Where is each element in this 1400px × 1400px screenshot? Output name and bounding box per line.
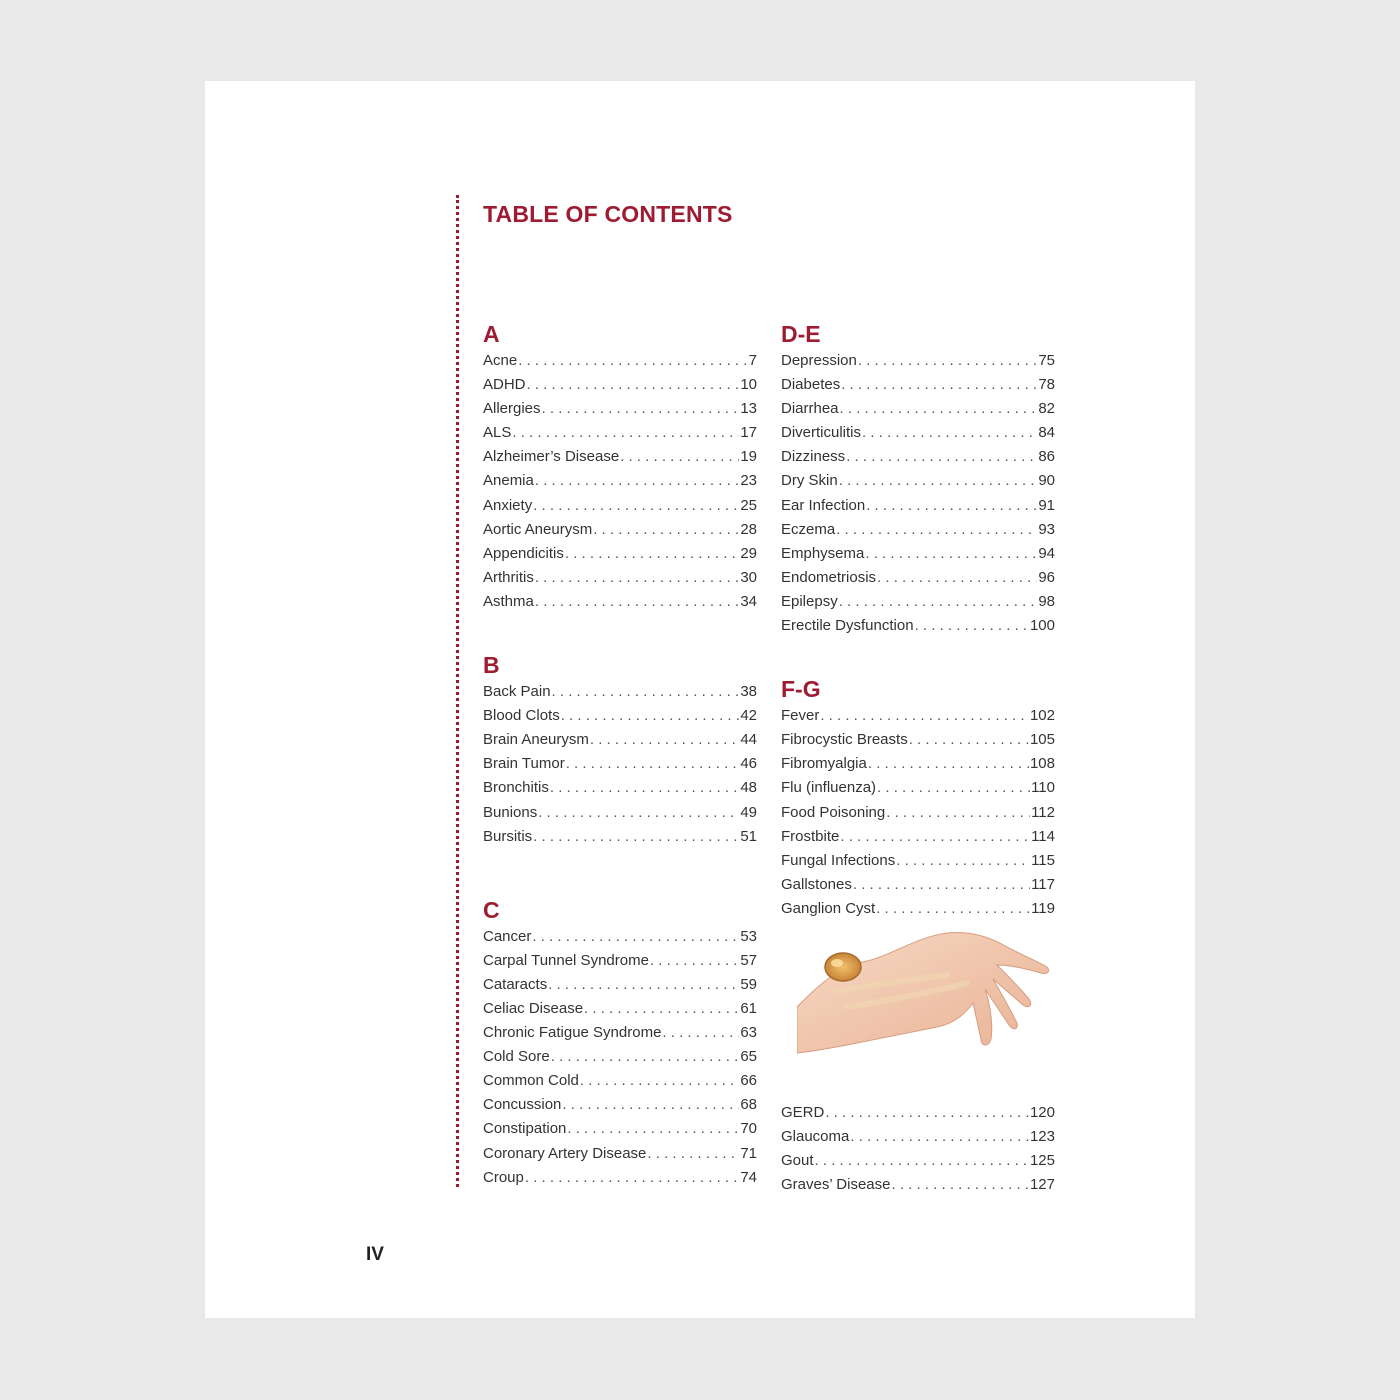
toc-entry — [483, 373, 757, 397]
toc-entry — [781, 1101, 1055, 1125]
dot-leader — [876, 897, 1030, 921]
toc-entry-page-number: 66 — [740, 1072, 757, 1090]
toc-entry-label: Constipation — [483, 1120, 567, 1138]
toc-entry — [483, 728, 757, 752]
toc-entry-label: Anxiety — [483, 496, 533, 514]
toc-entry-page-number: 98 — [1038, 592, 1055, 610]
toc-entry-label: Cancer — [483, 927, 532, 945]
toc-entry-page-number: 117 — [1031, 875, 1055, 893]
section-heading: A — [483, 321, 500, 347]
toc-entry — [483, 1093, 757, 1117]
toc-entry-page-number: 96 — [1038, 568, 1055, 586]
toc-entry-page-number: 125 — [1029, 1152, 1055, 1170]
toc-entry-page-number: 51 — [740, 827, 757, 845]
toc-entry — [781, 728, 1055, 752]
dot-leader — [535, 590, 739, 614]
dot-leader — [565, 542, 739, 566]
dot-leader — [525, 1166, 739, 1190]
toc-entry — [781, 825, 1055, 849]
toc-entry-label: Brain Aneurysm — [483, 731, 589, 749]
toc-entry-page-number: 68 — [740, 1096, 757, 1114]
dot-leader — [566, 752, 740, 776]
toc-entry — [483, 1069, 757, 1093]
dot-leader — [858, 349, 1037, 373]
toc-entry-label: Bunions — [483, 803, 538, 821]
toc-entry-page-number: 13 — [740, 400, 757, 418]
toc-entry-label: Diabetes — [781, 376, 841, 394]
dotted-margin-rule — [456, 195, 459, 1187]
toc-entry — [483, 776, 757, 800]
section-c — [483, 895, 757, 1190]
toc-entry-page-number: 30 — [740, 568, 757, 586]
toc-entry-page-number: 100 — [1029, 617, 1055, 635]
toc-entry — [483, 542, 757, 566]
book-page — [205, 81, 1195, 1318]
toc-entry-page-number: 115 — [1031, 851, 1055, 869]
dot-leader — [590, 728, 739, 752]
dot-leader — [850, 1125, 1029, 1149]
toc-entry-page-number: 114 — [1031, 827, 1055, 845]
toc-entry — [781, 445, 1055, 469]
toc-entry-label: Bursitis — [483, 827, 533, 845]
dot-leader — [548, 973, 739, 997]
toc-entry-page-number: 75 — [1038, 352, 1055, 369]
toc-entry-page-number: 84 — [1038, 424, 1055, 442]
toc-entry-label: Cataracts — [483, 975, 548, 993]
dot-leader — [815, 1149, 1029, 1173]
toc-entry — [483, 1045, 757, 1069]
toc-entry-page-number: 108 — [1029, 755, 1055, 773]
dot-leader — [825, 1101, 1029, 1125]
right-column — [781, 319, 1055, 1197]
toc-entry-page-number: 71 — [740, 1144, 757, 1162]
toc-entry-label: Cold Sore — [483, 1048, 550, 1066]
toc-entry-page-number: 48 — [740, 779, 757, 797]
toc-entry — [781, 397, 1055, 421]
toc-entry — [781, 704, 1055, 728]
toc-entry — [781, 801, 1055, 825]
toc-entry-label: Alzheimer’s Disease — [483, 448, 620, 466]
toc-entry-label: Brain Tumor — [483, 755, 565, 773]
toc-entry-label: Coronary Artery Disease — [483, 1144, 647, 1162]
toc-entry-label: Frostbite — [781, 827, 840, 845]
toc-entry-label: Diarrhea — [781, 400, 839, 418]
dot-leader — [533, 494, 739, 518]
dot-leader — [886, 801, 1030, 825]
dot-leader — [840, 825, 1030, 849]
hand-ganglion-illustration — [781, 921, 1055, 1101]
toc-entry-label: Graves’ Disease — [781, 1176, 891, 1194]
left-column — [483, 319, 757, 1190]
toc-entry — [483, 397, 757, 421]
toc-entry-label: Emphysema — [781, 544, 865, 562]
toc-entry-label: Glaucoma — [781, 1128, 850, 1146]
dot-leader — [891, 1173, 1028, 1197]
dot-leader — [561, 704, 740, 728]
toc-entry — [483, 421, 757, 445]
toc-entry-page-number: 91 — [1038, 496, 1055, 514]
toc-entry — [781, 897, 1055, 921]
toc-entry — [781, 518, 1055, 542]
toc-entry — [781, 373, 1055, 397]
toc-entry-page-number: 78 — [1038, 376, 1055, 394]
dot-leader — [841, 373, 1037, 397]
toc-entry-label: Bronchitis — [483, 779, 549, 797]
toc-entry-page-number: 119 — [1031, 899, 1055, 917]
dot-leader — [909, 728, 1029, 752]
toc-entry-label: Carpal Tunnel Syndrome — [483, 951, 649, 969]
section-f-g — [781, 674, 1055, 1197]
toc-entry-page-number: 86 — [1038, 448, 1055, 466]
dot-leader — [535, 566, 739, 590]
dot-leader — [593, 518, 739, 542]
toc-entry-page-number: 70 — [740, 1120, 757, 1138]
toc-entry-page-number: 93 — [1038, 520, 1055, 538]
toc-entry — [483, 1142, 757, 1166]
dot-leader — [662, 1021, 739, 1045]
toc-entry — [483, 680, 757, 704]
dot-leader — [853, 873, 1030, 897]
toc-entry-page-number: 53 — [740, 927, 757, 945]
toc-entry-label: Anemia — [483, 472, 534, 490]
toc-entry — [781, 421, 1055, 445]
toc-entry-page-number: 112 — [1031, 803, 1055, 821]
toc-entry-label: Fever — [781, 707, 820, 725]
dot-leader — [512, 421, 739, 445]
toc-entry-page-number: 90 — [1038, 472, 1055, 490]
toc-entry-label: Concussion — [483, 1096, 562, 1114]
toc-entry-page-number: 46 — [740, 755, 757, 773]
dot-leader — [620, 445, 739, 469]
toc-entry-page-number: 29 — [740, 544, 757, 562]
toc-entry — [483, 704, 757, 728]
toc-entry — [483, 925, 757, 949]
dot-leader — [877, 566, 1037, 590]
dot-leader — [915, 614, 1029, 638]
toc-entry — [781, 566, 1055, 590]
dot-leader — [840, 397, 1038, 421]
toc-entry-label: Blood Clots — [483, 707, 560, 725]
toc-entry-page-number: 57 — [740, 951, 757, 969]
dot-leader — [896, 849, 1030, 873]
toc-entry — [781, 1173, 1055, 1197]
toc-entry — [781, 1125, 1055, 1149]
toc-entry-page-number: 38 — [740, 683, 757, 701]
toc-entry — [781, 349, 1055, 373]
toc-entry-label: Ganglion Cyst — [781, 899, 876, 917]
toc-entry-page-number: 34 — [740, 592, 757, 610]
toc-entry-label: Ear Infection — [781, 496, 866, 514]
toc-entry-label: Diverticulitis — [781, 424, 862, 442]
toc-entry-page-number: 59 — [740, 975, 757, 993]
toc-entry — [781, 752, 1055, 776]
dot-leader — [868, 752, 1029, 776]
dot-leader — [535, 469, 739, 493]
dot-leader — [518, 349, 747, 373]
toc-entry — [483, 566, 757, 590]
section-heading: B — [483, 652, 500, 679]
toc-entry — [781, 494, 1055, 518]
dot-leader — [584, 997, 739, 1021]
toc-entry-page-number: 82 — [1038, 400, 1055, 418]
dot-leader — [538, 801, 739, 825]
toc-entry-label: Endometriosis — [781, 568, 877, 586]
toc-entry-page-number: 74 — [740, 1168, 757, 1186]
toc-entry — [781, 590, 1055, 614]
dot-leader — [527, 373, 740, 397]
toc-entry-page-number: 44 — [740, 731, 757, 749]
dot-leader — [846, 445, 1037, 469]
toc-entry-page-number: 127 — [1029, 1176, 1055, 1194]
toc-entry — [781, 873, 1055, 897]
dot-leader — [542, 397, 740, 421]
toc-entry-label: Dizziness — [781, 448, 846, 466]
dot-leader — [567, 1117, 739, 1141]
toc-entry-label: Acne — [483, 352, 518, 369]
dot-leader — [865, 542, 1037, 566]
section-heading: D-E — [781, 321, 821, 347]
toc-entry-label: Fibrocystic Breasts — [781, 731, 908, 749]
toc-entry — [483, 349, 757, 373]
toc-entry — [483, 590, 757, 614]
toc-entry-label: Chronic Fatigue Syndrome — [483, 1024, 662, 1042]
toc-entry-label: Croup — [483, 1168, 524, 1186]
toc-entry-page-number: 28 — [740, 520, 757, 538]
toc-entry-label: ADHD — [483, 376, 526, 394]
toc-entry-label: Epilepsy — [781, 592, 838, 610]
dot-leader — [580, 1069, 739, 1093]
toc-entry — [483, 1166, 757, 1190]
toc-entry — [483, 752, 757, 776]
toc-entry-label: Depression — [781, 352, 857, 369]
dot-leader — [862, 421, 1037, 445]
toc-entry-page-number: 61 — [740, 999, 757, 1017]
section-a — [483, 319, 757, 614]
dot-leader — [550, 776, 739, 800]
toc-entry — [483, 997, 757, 1021]
toc-entry-page-number: 105 — [1029, 731, 1055, 749]
toc-entry-label: Erectile Dysfunction — [781, 617, 914, 635]
toc-entry-label: Common Cold — [483, 1072, 579, 1090]
toc-entry — [483, 518, 757, 542]
toc-entry-label: Allergies — [483, 400, 541, 418]
toc-entry-label: ALS — [483, 424, 512, 442]
dot-leader — [533, 825, 739, 849]
toc-entry-page-number: 17 — [740, 424, 757, 442]
toc-entry-label: Arthritis — [483, 568, 534, 586]
toc-entry — [781, 849, 1055, 873]
toc-entry-page-number: 49 — [740, 803, 757, 821]
toc-entry-page-number: 7 — [748, 352, 757, 369]
toc-entry-label: GERD — [781, 1103, 825, 1121]
toc-entry-page-number: 65 — [740, 1048, 757, 1066]
dot-leader — [647, 1142, 739, 1166]
toc-entry — [483, 973, 757, 997]
toc-entry-label: Gout — [781, 1152, 814, 1170]
section-heading: F-G — [781, 676, 821, 703]
toc-entry — [781, 614, 1055, 638]
toc-entry-page-number: 25 — [740, 496, 757, 514]
toc-entry-page-number: 123 — [1029, 1128, 1055, 1146]
toc-entry-page-number: 102 — [1029, 707, 1055, 725]
dot-leader — [562, 1093, 739, 1117]
toc-entry-page-number: 110 — [1031, 779, 1055, 797]
toc-entry-label: Fungal Infections — [781, 851, 896, 869]
toc-entry — [781, 542, 1055, 566]
toc-entry-label: Eczema — [781, 520, 836, 538]
toc-entry-label: Fibromyalgia — [781, 755, 867, 773]
toc-entry — [483, 469, 757, 493]
toc-entry — [483, 494, 757, 518]
dot-leader — [820, 704, 1029, 728]
toc-entry-label: Celiac Disease — [483, 999, 584, 1017]
toc-entry-label: Asthma — [483, 592, 534, 610]
toc-entry-page-number: 42 — [740, 707, 757, 725]
toc-entry-label: Food Poisoning — [781, 803, 886, 821]
dot-leader — [532, 925, 739, 949]
page-title: TABLE OF CONTENTS — [483, 201, 733, 227]
toc-entry — [781, 1149, 1055, 1173]
section-b — [483, 650, 757, 849]
toc-entry-page-number: 10 — [740, 376, 757, 394]
toc-entry — [781, 469, 1055, 493]
toc-entry — [483, 1021, 757, 1045]
toc-entry — [483, 825, 757, 849]
toc-entry — [483, 801, 757, 825]
toc-entry — [483, 445, 757, 469]
dot-leader — [836, 518, 1037, 542]
dot-leader — [552, 680, 740, 704]
toc-entry-label: Appendicitis — [483, 544, 564, 562]
toc-entry-label: Aortic Aneurysm — [483, 520, 593, 538]
section-heading: C — [483, 896, 500, 923]
dot-leader — [650, 949, 739, 973]
dot-leader — [551, 1045, 740, 1069]
toc-entry-page-number: 120 — [1029, 1103, 1055, 1121]
toc-entry-page-number: 23 — [740, 472, 757, 490]
toc-entry-label: Flu (influenza) — [781, 779, 877, 797]
toc-entry — [781, 776, 1055, 800]
toc-entry-page-number: 63 — [740, 1024, 757, 1042]
dot-leader — [839, 469, 1038, 493]
dot-leader — [877, 776, 1030, 800]
toc-entry-page-number: 94 — [1038, 544, 1055, 562]
toc-entry — [483, 949, 757, 973]
section-d-e — [781, 319, 1055, 638]
page-folio: IV — [366, 1244, 384, 1265]
toc-entry-label: Dry Skin — [781, 472, 838, 490]
toc-entry-label: Back Pain — [483, 683, 551, 701]
toc-entry-label: Gallstones — [781, 875, 852, 893]
toc-entry — [483, 1117, 757, 1141]
toc-entry-page-number: 19 — [740, 448, 757, 466]
dot-leader — [866, 494, 1037, 518]
dot-leader — [839, 590, 1038, 614]
